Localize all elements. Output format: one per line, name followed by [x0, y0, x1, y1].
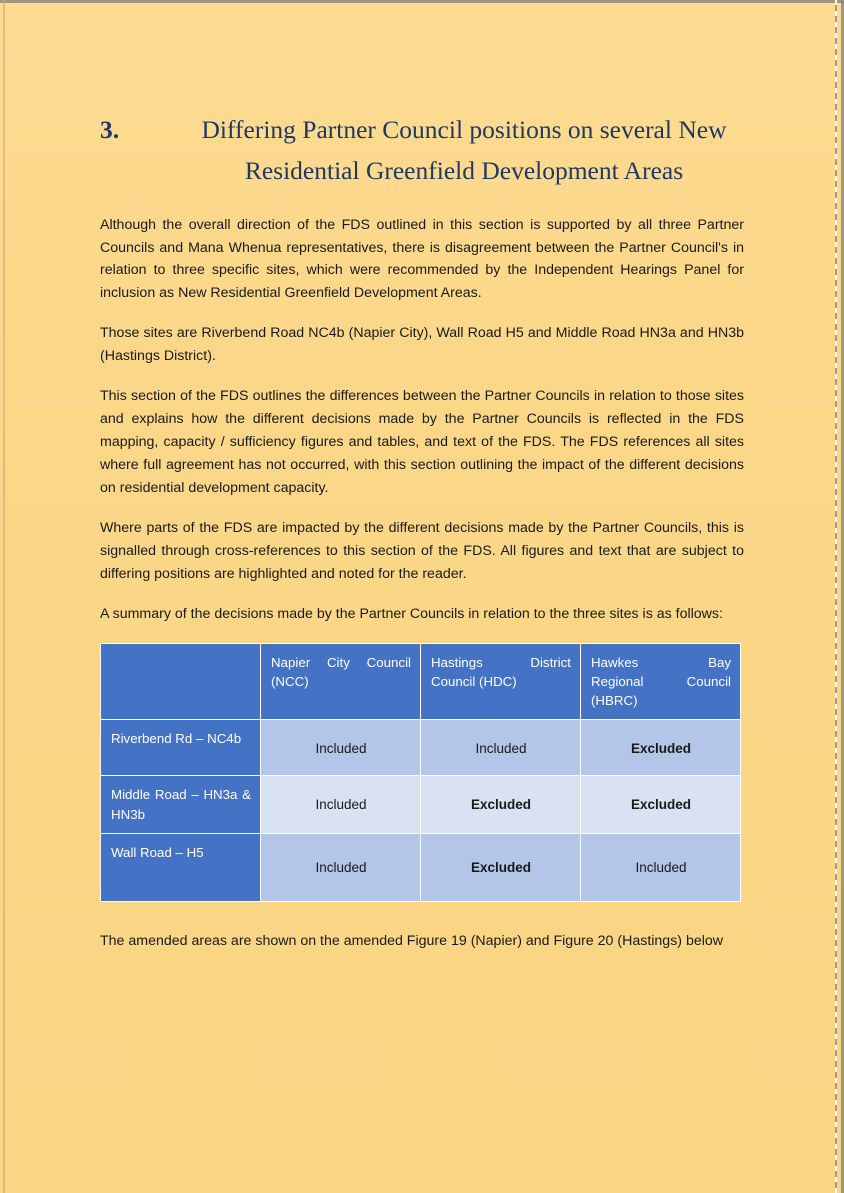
document-content: [100, 0, 744, 953]
table-row: [101, 776, 741, 834]
table-header-hbrc-line1: Hawkes Bay: [591, 654, 731, 670]
table-header-ncc-line2: (NCC): [271, 673, 309, 689]
table-header-hdc-line1: Hastings District: [431, 654, 571, 670]
paragraph-3: This section of the FDS outlines the differences between the Partner Councils in relation to those sites and explains how the different decisions made by the Partner Councils is reflected in the FDS mapping, capacity / sufficiency figures and tables, and text of the FDS. The FDS references all sites where full agreement has not occurred, with this section outlining the impact of the different decisions on residential development capacity.: [100, 388, 744, 496]
site-name-line1: Middle Road –: [111, 787, 199, 803]
table-header-corner: [101, 643, 261, 720]
table-row: [101, 833, 741, 901]
page-edge-dotted-rule: [835, 0, 837, 1193]
table-header-row: [101, 643, 741, 720]
table-header-hbrc-line3: (HBRC): [591, 693, 638, 709]
paragraph-2: Those sites are Riverbend Road NC4b (Napier City), Wall Road H5 and Middle Road HN3a and HN3b (Hastings District).: [100, 325, 744, 365]
site-name-line1: Riverbend Rd –: [111, 731, 204, 747]
table-header-ncc-line1: Napier City Council: [271, 654, 411, 670]
table-header-hdc-line2: Council (HDC): [431, 673, 517, 689]
paragraph-1: Although the overall direction of the FDS outlined in this section is supported by all three Partner Councils and Mana Whenua representatives, there is disagreement between the Partner Council's in relation to three specific sites, which were recommended by the Independent Hearings Panel for inclusion as New Residential Greenfield Development Areas.: [100, 216, 744, 302]
paragraph-5: A summary of the decisions made by the Partner Councils in relation to the three sites is as follows:: [100, 605, 723, 622]
heading-number: 3.: [100, 115, 120, 144]
cell-middle-road-ncc: Included: [261, 776, 421, 834]
table-row: [101, 720, 741, 776]
closing-paragraph: The amended areas are shown on the amended Figure 19 (Napier) and Figure 20 (Hastings) below: [100, 932, 724, 949]
table-header-hbrc: [581, 643, 741, 720]
site-name-line2: HN3a & HN3b: [111, 787, 251, 822]
cell-riverbend-ncc: Included: [261, 720, 421, 776]
cell-middle-road-hbrc: Excluded: [581, 776, 741, 834]
site-name-line2: NC4b: [207, 731, 242, 747]
table-header-hbrc-line2: Regional Council: [591, 673, 731, 689]
page-title: [100, 0, 744, 192]
page-edge-left: [3, 0, 5, 1193]
cell-riverbend-hbrc: Excluded: [581, 720, 741, 776]
cell-wall-road-hdc: Excluded: [421, 833, 581, 901]
council-decisions-table: [100, 643, 741, 902]
table-header-ncc: [261, 643, 421, 720]
site-name-line1: Wall Road – H5: [111, 844, 204, 860]
table-row-site-wall-road: [101, 833, 261, 901]
cell-middle-road-hdc: Excluded: [421, 776, 581, 834]
heading-title: Differing Partner Council positions on several New Residential Greenfield Development Areas: [201, 115, 727, 186]
table-row-site-middle-road: [101, 776, 261, 834]
table-row-site-riverbend: [101, 720, 261, 776]
paragraph-4: Where parts of the FDS are impacted by the different decisions made by the Partner Councils, this is signalled through cross-references to this section of the FDS. All figures and text that are subject to differing positions are highlighted and noted for the reader.: [100, 519, 744, 582]
cell-wall-road-ncc: Included: [261, 833, 421, 901]
cell-riverbend-hdc: Included: [421, 720, 581, 776]
cell-wall-road-hbrc: Included: [581, 833, 741, 901]
table-header-hdc: [421, 643, 581, 720]
